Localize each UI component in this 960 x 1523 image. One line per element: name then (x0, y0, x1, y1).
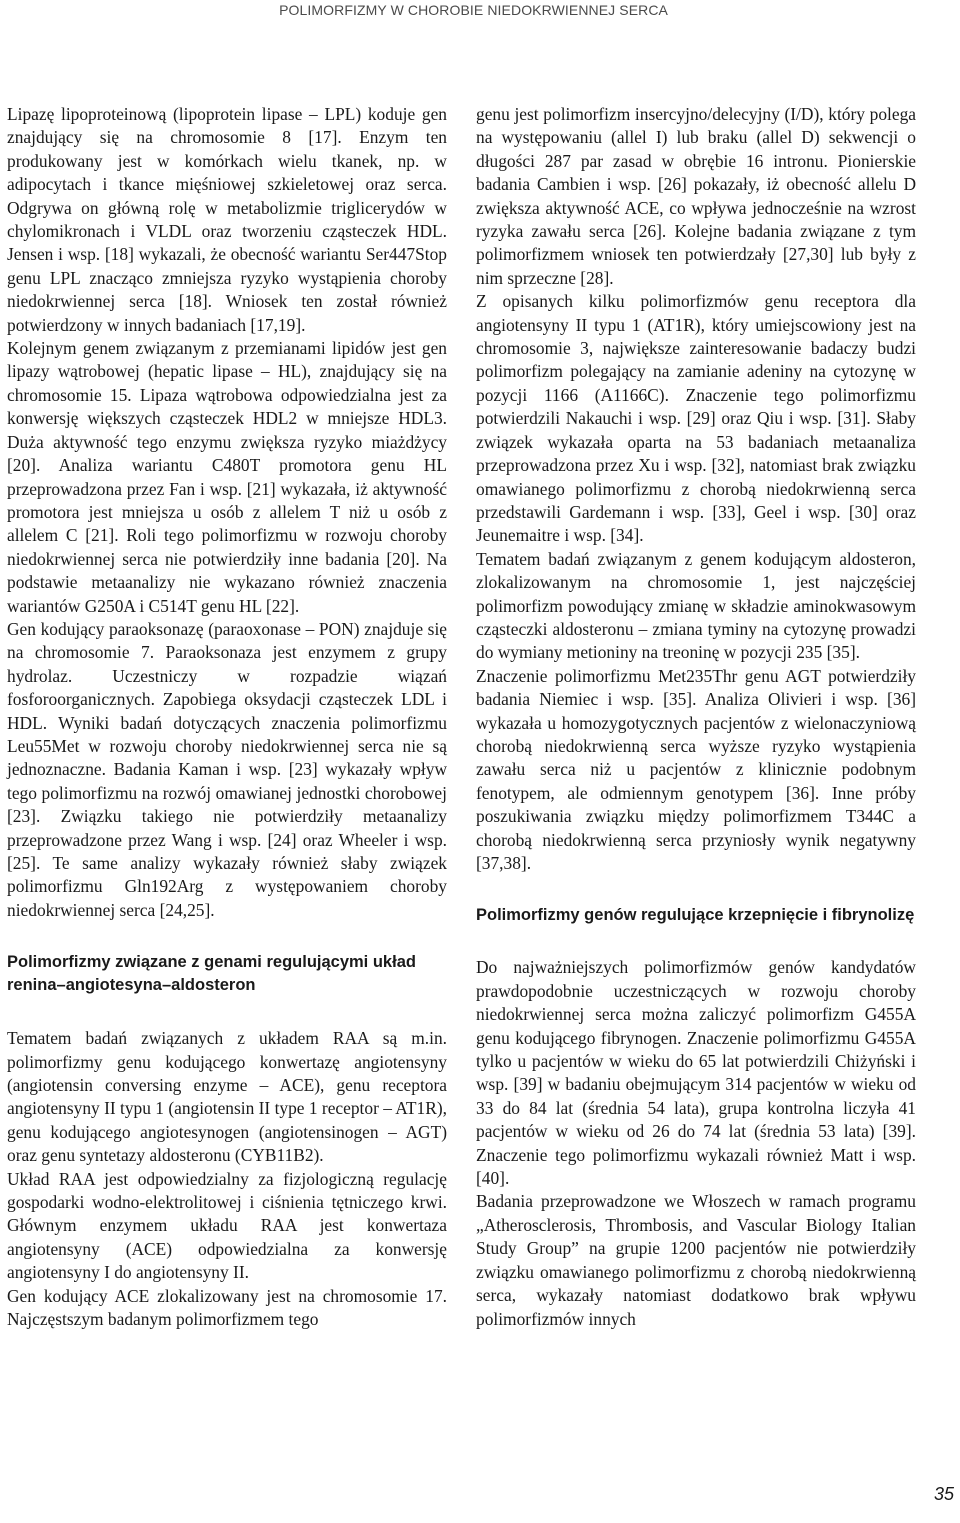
paragraph-ace-gene: Gen kodujący ACE zlokalizowany jest na chromosomie 17. Najczęstszym badanym polimorfizmem tego (7, 1285, 447, 1330)
paragraph-pon: Gen kodujący paraoksonazę (paraoxonase – PON) znajduje się na chromosomie 7. Paraoksonaza jest enzymem z grupy hydrolaz. Uczestniczy w rozpadzie wiązań fosforoorganicznych. Zapobiega oksydacji cząsteczek LDL i HDL. Wyniki badań dotyczących znaczenia polimorfizmu Leu55Met w rozwoju choroby niedokrwiennej serca nie są jednoznaczne. Badania Kaman i wsp. [23] wykazały wpływ tego polimorfizmu na rozwój omawianej jednostki chorobowej [23]. Związku takiego nie potwierdziły metaanalizy przeprowadzone przez Wang i wsp. [24] oraz Wheeler i wsp. [25]. Te same analizy wykazały również słaby związek polimorfizmu Gln192Arg z występowaniem choroby niedokrwiennej serca [24,25]. (7, 618, 447, 920)
paragraph-lpl: Lipazę lipoproteinową (lipoprotein lipase – LPL) koduje gen znajdujący się na chromosomie 8 [17]. Enzym ten produkowany jest w komórkach wielu tkanek, np. w adipocytach i tkance mięśniowej szkieletowej oraz serca. Odgrywa on główną rolę w metabolizmie triglicerydów w chylomikronach i VLDL oraz tworzeniu cząsteczek HDL. Jensen i wsp. [18] wykazali, że obecność wariantu Ser447Stop genu LPL znacząco zmniejsza ryzyko wystąpienia choroby niedokrwiennej serca [18]. Wniosek ten został również potwierdzony w innych badaniach [17,19]. (7, 104, 447, 335)
paragraph-raa-intro: Tematem badań związanych z układem RAA są m.in. polimorfizmy genu kodującego konwertazę angiotensyny (angiotensin conversing enzyme – ACE), genu receptora angiotensyny II typu 1 (angiotensin II type 1 receptor – AT1R), genu kodującego angiotesynogen (angiotensinogen – AGT) oraz genu syntetazy aldosteronu (CYB11B2). (7, 1028, 447, 1166)
paragraph-aldosterone: Tematem badań związanym z genem kodującym aldosteron, zlokalizowanym na chromosomie 1, jest najczęściej polimorfizm powodujący zmianę w składzie aminokwasowym cząsteczki aldosteronu – zmiana tyminy na cytozynę prowadzi do wymiany metioniny na treoninę w pozycji 235 [35]. (476, 548, 916, 663)
paragraph-ace-id: genu jest polimorfizm insercyjno/delecyjny (I/D), który polega na występowaniu (allel I) lub braku (allel D) sekwencji o długości 287 par zasad w obrębie 16 intronu. Pionierskie badania Cambien i wsp. [26] pokazały, iż obecność allelu D zwiększa aktywność ACE, co wpływa jednocześnie na wzrost ryzyka zawału serca [26]. Kolejne badania związane z tym polimorfizmem wniosek ten potwierdzały [27,30] lub były z nim sprzeczne [28]. (476, 104, 916, 288)
paragraph-italy-study: Badania przeprowadzone we Włoszech w ramach programu „Atherosclerosis, Thrombosis, and Vascular Biology Italian Study Group” na grupie 1200 pacjentów nie potwierdziły związku omawianego polimorfizmu z chorobą niedokrwienną serca, wykazały natomiast dodatkowo brak wpływu polimorfizmów innych (476, 1191, 916, 1329)
section-heading-raa: Polimorfizmy związane z genami regulującymi układ renina–angiotesyna–aldosteron (7, 953, 416, 995)
right-column (476, 103, 916, 1331)
paragraph-hl: Kolejnym genem związanym z przemianami lipidów jest gen lipazy wątrobowej (hepatic lipase – HL), znajdujący się na chromosomie 15. Lipaza wątrobowa odpowiedzialna jest za konwersję większych cząsteczek HDL2 w mniejsze HDL3. Duża aktywność tego enzymu zwiększa ryzyko miażdżycy [20]. Analiza wariantu C480T promotora genu HL przeprowadzona przez Fan i wsp. [21] wykazała, iż aktywność promotora jest mniejsza u osób z allelem T niż u osób z allelem C [21]. Roli tego polimorfizmu w rozwoju choroby niedokrwiennej serca nie potwierdziły inne badania [20]. Na podstawie metaanalizy nie wykazano również znaczenia wariantów G250A i C514T genu HL [22]. (7, 338, 447, 616)
running-title: POLIMORFIZMY W CHOROBIE NIEDOKRWIENNEJ SERCA (279, 2, 668, 18)
paragraph-at1r: Z opisanych kilku polimorfizmów genu receptora dla angiotensyny II typu 1 (AT1R), który umiejscowiony jest na chromosomie 3, największe zainteresowanie badaczy budzi polimorfizm polegający na zamianie adeniny na cytozynę w pozycji 1166 (A1166C). Znaczenie tego polimorfizmu potwierdzili Nakauchi i wsp. [29] oraz Qiu i wsp. [31]. Słaby związek wykazała oparta na 53 badaniach metaanaliza przeprowadzona przez Xu i wsp. [32], natomiast brak związku omawianego polimorfizmu z chorobą niedokrwienną serca przedstawili Gardemann i wsp. [33], Geel i wsp. [30] oraz Jeunemaitre i wsp. [34]. (476, 291, 916, 546)
section-heading-coagulation: Polimorfizmy genów regulujące krzepnięcie i fibrynolizę (476, 906, 915, 925)
paragraph-raa-function: Układ RAA jest odpowiedzialny za fizjologiczną regulację gospodarki wodno-elektrolitowej i ciśnienia tętniczego krwi. Głównym enzymem układu RAA jest konwertaza angiotensyny (ACE) odpowiedzialna za konwersję angiotensyny I do angiotensyny II. (7, 1168, 447, 1283)
paragraph-agt: Znaczenie polimorfizmu Met235Thr genu AGT potwierdziły badania Niemiec i wsp. [35]. Analiza Olivieri i wsp. [36] wykazała u homozygotycznych pacjentów z wielonaczyniową chorobą niedokrwienną serca wyższe ryzyko wystąpienia zawału serca niż u pacjentów z klinicznie podobnym fenotypem, ale odmiennym genotypem [36]. Inne próby poszukiwania związku między polimorfizmem T344C a chorobą niedokrwienną serca przyniosły wynik negatywny [37,38]. (476, 665, 916, 873)
page-number: 35 (933, 1484, 954, 1504)
paragraph-fibrinogen: Do najważniejszych polimorfizmów genów kandydatów prawdopodobnie uczestniczących w rozwoju choroby niedokrwiennej serca można zaliczyć polimorfizm G455A genu kodującego fibrynogen. Znaczenie polimorfizmu G455A tylko u pacjentów w wieku do 65 lat potwierdzili Chiżyński i wsp. [39] w badaniu obejmującym 314 pacjentów w wieku od 33 do 84 lat (średnia 54 lata), grupa kontrolna liczyła 41 pacjentów w wieku od 26 do 74 lat (średnia 53 lata) [39]. Znaczenie tego polimorfizmu wykazali również Matt i wsp. [40]. (476, 957, 916, 1189)
left-column (7, 103, 447, 1332)
